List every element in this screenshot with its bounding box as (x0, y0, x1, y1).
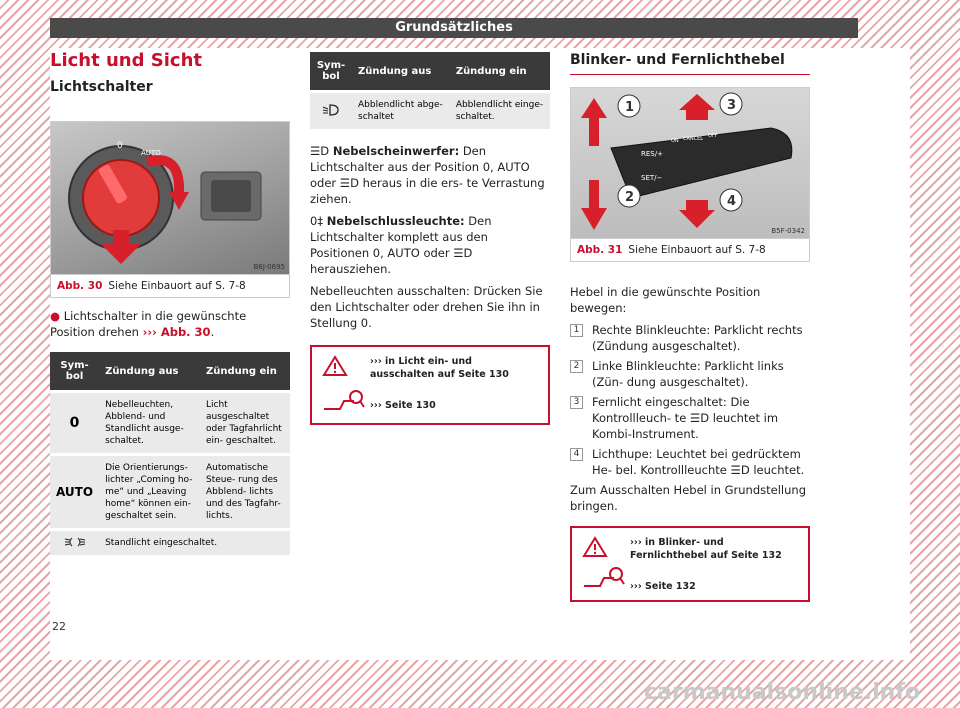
svg-text:ON: ON (671, 138, 679, 144)
workshop-icon (322, 389, 366, 415)
svg-text:CANCEL: CANCEL (683, 136, 704, 142)
warning-box (310, 345, 550, 425)
subsection-title: Lichtschalter (50, 79, 153, 95)
instruction-text: ● Lichtschalter in die gewünschte Position drehen ››› Abb. 30. (50, 309, 247, 339)
figure-light-switch (50, 121, 290, 298)
subsection-title: Blinker- und Fernlichthebel (570, 52, 810, 75)
svg-text:1: 1 (625, 100, 635, 115)
svg-text:RES/+: RES/+ (641, 150, 663, 158)
table-row: AUTO Die Orientierungs- lichter „Coming ho- me“ und „Leaving home“ können ein- geschaltet sein. Automatische Steue- rung des Abblend- lichts und des Tagfahr- lichts. (50, 455, 290, 530)
warning-triangle-icon (322, 355, 348, 377)
table-row: 0 Nebelleuchten, Abblend- und Standlicht ausge- schaltet. Licht ausgeschaltet oder Tagfahrlicht ein- geschaltet. (50, 392, 290, 455)
figure-caption: Abb. 30 Siehe Einbauort auf S. 7-8 (51, 274, 289, 297)
warning-link-page[interactable]: ››› Seite 132 (630, 581, 696, 592)
figure-caption: Abb. 31 Siehe Einbauort auf S. 7-8 (571, 238, 809, 261)
low-beam-table: Sym- bol Zündung aus Zündung ein Abblendlicht abge- schaltet Abblendlicht einge- schaltet. (310, 52, 550, 129)
figure-code: B5F-0342 (771, 227, 805, 235)
fog-off-paragraph: Nebelleuchten ausschalten: Drücken Sie den Lichtschalter oder drehen Sie ihn in Stellung 0. (310, 284, 543, 330)
svg-text:3: 3 (727, 98, 737, 113)
fog-light-paragraph: ☰D Nebelscheinwerfer: Den Lichtschalter aus der Position 0, AUTO oder ☰D heraus in die ers- te Verrastung ziehen. (310, 144, 545, 206)
list-item: 2 Linke Blinkleuchte: Parklicht links (Zün- dung ausgeschaltet). (570, 358, 810, 390)
symbol-auto: AUTO (50, 455, 99, 530)
left-column (50, 50, 290, 555)
svg-text:0: 0 (117, 141, 123, 151)
figure-turn-signal-lever (570, 87, 810, 262)
svg-text:OFF: OFF (708, 133, 718, 139)
list-item: 3 Fernlicht eingeschaltet: Die Kontrollleuch- te ☰D leuchtet im Kombi-Instrument. (570, 394, 810, 442)
svg-text:AUTO: AUTO (141, 149, 161, 157)
lever-intro: Hebel in die gewünschte Position bewegen: (570, 285, 761, 315)
svg-text:4: 4 (727, 194, 737, 209)
middle-column (310, 52, 550, 425)
table-header-ignition-off: Zündung aus (99, 352, 200, 392)
page-number: 22 (52, 620, 66, 633)
warning-link-section[interactable]: ››› in Licht ein- und ausschalten auf Seite 130 (370, 356, 509, 380)
table-row: Standlicht eingeschaltet. (50, 530, 290, 556)
light-switch-illustration (51, 122, 289, 274)
fog-light-icon: ☰D (310, 144, 333, 158)
low-beam-icon (322, 104, 340, 116)
warning-link-section[interactable]: ››› in Blinker- und Fernlichthebel auf Seite 132 (630, 537, 782, 561)
side-light-icon (64, 537, 86, 547)
table-header-ignition-on: Zündung ein (200, 352, 290, 392)
lever-illustration (571, 88, 809, 238)
section-title: Licht und Sicht (50, 50, 202, 71)
warning-triangle-icon (582, 536, 608, 558)
light-switch-image (51, 122, 289, 274)
lever-image (571, 88, 809, 238)
figure-reference-link[interactable]: ››› Abb. 30 (142, 325, 211, 339)
warning-link-page[interactable]: ››› Seite 130 (370, 400, 436, 411)
workshop-icon (582, 566, 626, 592)
rear-fog-paragraph: 0‡ Nebelschlussleuchte: Den Lichtschalter komplett aus den Positionen 0, AUTO oder ☰D herausziehen. (310, 214, 492, 276)
page-header: Grundsätzliches (50, 18, 858, 38)
svg-text:2: 2 (625, 190, 635, 205)
list-item: 4 Lichthupe: Leuchtet bei gedrücktem He- bel. Kontrollleuchte ☰D leuchtet. (570, 446, 810, 478)
rear-fog-light-icon: 0‡ (310, 214, 327, 228)
warning-box (570, 526, 810, 602)
watermark: carmanualsonline.info (644, 680, 920, 705)
symbol-zero: 0 (50, 392, 99, 455)
lever-outro: Zum Ausschalten Hebel in Grundstellung bringen. (570, 483, 806, 513)
light-switch-table (50, 352, 290, 555)
figure-code: B6J-0695 (253, 263, 285, 271)
right-column (570, 52, 810, 602)
list-item: 1 Rechte Blinkleuchte: Parklicht rechts (Zündung ausgeschaltet). (570, 322, 810, 354)
table-row: Abblendlicht abge- schaltet Abblendlicht einge- schaltet. (310, 92, 550, 130)
svg-text:SET/−: SET/− (641, 174, 663, 182)
table-header-symbol: Sym- bol (50, 352, 99, 392)
lever-steps (570, 322, 810, 478)
